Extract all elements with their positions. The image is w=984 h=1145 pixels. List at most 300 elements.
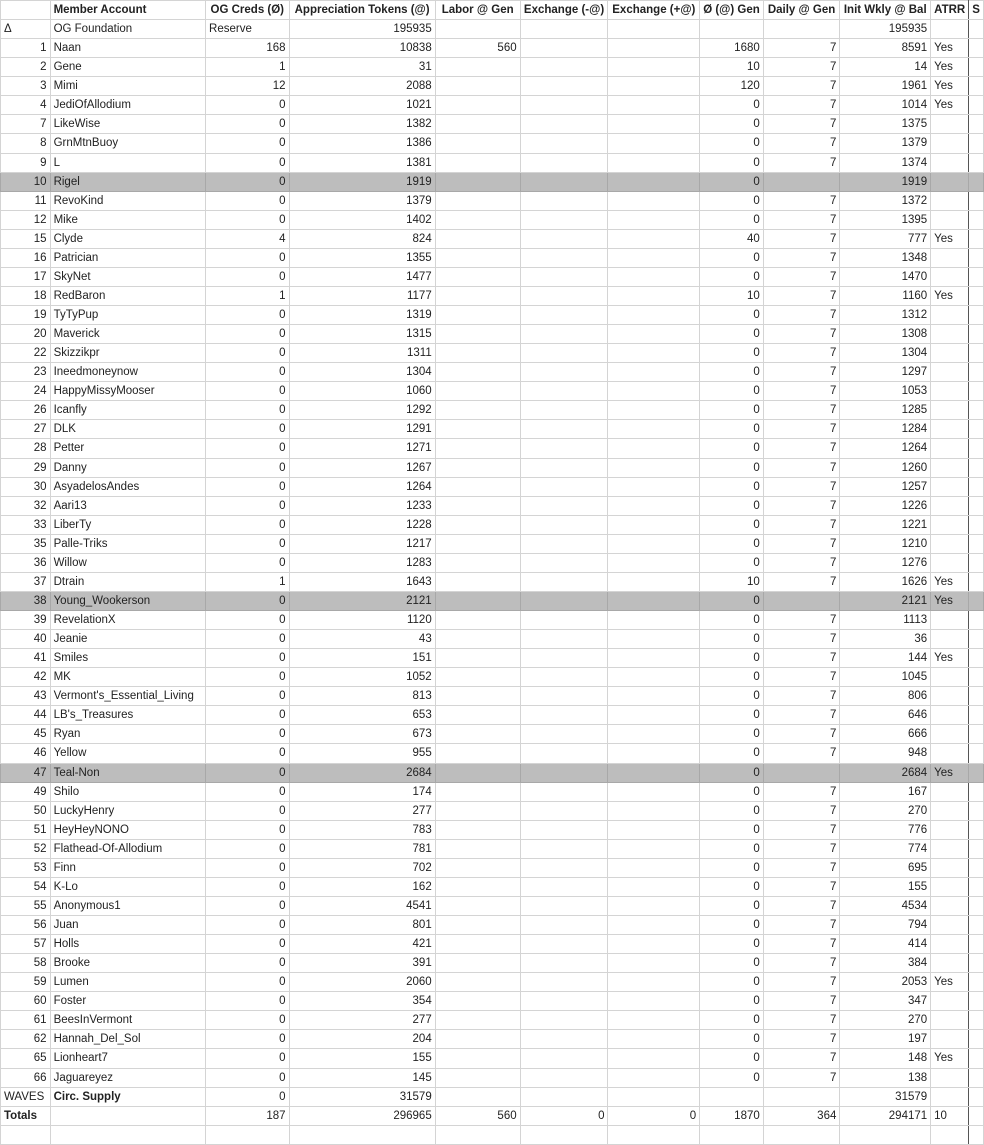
- cell-og-gen[interactable]: 0: [700, 515, 764, 534]
- cell-atrr[interactable]: Yes: [931, 649, 969, 668]
- cell-og-creds[interactable]: 0: [206, 534, 289, 553]
- cell-empty[interactable]: [969, 77, 984, 96]
- cell-atrr[interactable]: [931, 210, 969, 229]
- table-row[interactable]: [1, 801, 984, 820]
- cell-atrr[interactable]: [931, 1087, 969, 1106]
- cell-og-gen[interactable]: 0: [700, 858, 764, 877]
- cell-exchange-minus[interactable]: [520, 725, 608, 744]
- cell-empty[interactable]: [969, 935, 984, 954]
- cell-og-gen[interactable]: 0: [700, 191, 764, 210]
- cell-init-wkly-bal[interactable]: 1045: [840, 668, 931, 687]
- cell-empty[interactable]: [969, 572, 984, 591]
- cell-row-id[interactable]: 23: [1, 363, 51, 382]
- cell-init-wkly-bal[interactable]: 414: [840, 935, 931, 954]
- cell-og-creds[interactable]: 0: [206, 954, 289, 973]
- cell-og-creds[interactable]: 0: [206, 344, 289, 363]
- cell-row-id[interactable]: Totals: [1, 1106, 51, 1125]
- cell-empty[interactable]: [969, 896, 984, 915]
- cell-og-gen[interactable]: 1870: [700, 1106, 764, 1125]
- cell-og-gen[interactable]: 0: [700, 668, 764, 687]
- cell-row-id[interactable]: 1: [1, 39, 51, 58]
- cell-init-wkly-bal[interactable]: 8591: [840, 39, 931, 58]
- cell-og-creds[interactable]: 0: [206, 725, 289, 744]
- cell-og-gen[interactable]: 0: [700, 782, 764, 801]
- cell-exchange-minus[interactable]: [520, 172, 608, 191]
- cell-member-account[interactable]: Teal-Non: [50, 763, 205, 782]
- cell-exchange-minus[interactable]: [520, 134, 608, 153]
- cell-exchange-minus[interactable]: [520, 458, 608, 477]
- cell-row-id[interactable]: 38: [1, 591, 51, 610]
- table-row[interactable]: [1, 534, 984, 553]
- cell-daily-gen[interactable]: [763, 172, 840, 191]
- cell-exchange-minus[interactable]: [520, 763, 608, 782]
- cell-labor-gen[interactable]: [435, 706, 520, 725]
- cell-og-gen[interactable]: 0: [700, 115, 764, 134]
- cell-atrr[interactable]: [931, 916, 969, 935]
- cell-row-id[interactable]: WAVES: [1, 1087, 51, 1106]
- cell-init-wkly-bal[interactable]: 144: [840, 649, 931, 668]
- cell-labor-gen[interactable]: [435, 172, 520, 191]
- cell-member-account[interactable]: Anonymous1: [50, 896, 205, 915]
- cell-atrr[interactable]: [931, 515, 969, 534]
- cell-init-wkly-bal[interactable]: 270: [840, 1011, 931, 1030]
- cell-daily-gen[interactable]: 7: [763, 420, 840, 439]
- cell-exchange-minus[interactable]: [520, 706, 608, 725]
- cell-appreciation-tokens[interactable]: 824: [289, 229, 435, 248]
- cell-exchange-plus[interactable]: [608, 668, 700, 687]
- cell-atrr[interactable]: [931, 992, 969, 1011]
- cell-og-creds[interactable]: 0: [206, 935, 289, 954]
- cell-row-id[interactable]: 35: [1, 534, 51, 553]
- cell-og-creds[interactable]: 0: [206, 1011, 289, 1030]
- cell-row-id[interactable]: 52: [1, 839, 51, 858]
- cell-init-wkly-bal[interactable]: 695: [840, 858, 931, 877]
- cell-appreciation-tokens[interactable]: 702: [289, 858, 435, 877]
- cell-labor-gen[interactable]: [435, 77, 520, 96]
- cell-init-wkly-bal[interactable]: 384: [840, 954, 931, 973]
- cell-atrr[interactable]: [931, 611, 969, 630]
- cell-exchange-minus[interactable]: [520, 1030, 608, 1049]
- cell-exchange-minus[interactable]: [520, 286, 608, 305]
- cell-exchange-minus[interactable]: [520, 591, 608, 610]
- table-row[interactable]: [1, 668, 984, 687]
- cell-exchange-plus[interactable]: [608, 191, 700, 210]
- cell-init-wkly-bal[interactable]: 2053: [840, 973, 931, 992]
- cell-empty[interactable]: [969, 286, 984, 305]
- cell-member-account[interactable]: LB's_Treasures: [50, 706, 205, 725]
- cell-atrr[interactable]: [931, 668, 969, 687]
- cell-labor-gen[interactable]: [435, 96, 520, 115]
- cell-daily-gen[interactable]: 7: [763, 935, 840, 954]
- cell-empty[interactable]: [969, 248, 984, 267]
- cell-appreciation-tokens[interactable]: 31: [289, 58, 435, 77]
- cell-empty[interactable]: [969, 439, 984, 458]
- cell-empty[interactable]: [969, 325, 984, 344]
- cell-init-wkly-bal[interactable]: 294171: [840, 1106, 931, 1125]
- cell-row-id[interactable]: 10: [1, 172, 51, 191]
- header-og-gen[interactable]: Ø (@) Gen: [700, 1, 764, 20]
- cell-og-gen[interactable]: 1680: [700, 39, 764, 58]
- cell-atrr[interactable]: [931, 954, 969, 973]
- cell-exchange-minus[interactable]: [520, 58, 608, 77]
- cell-daily-gen[interactable]: 7: [763, 210, 840, 229]
- cell-init-wkly-bal[interactable]: 948: [840, 744, 931, 763]
- table-row[interactable]: [1, 267, 984, 286]
- cell-exchange-plus[interactable]: [608, 58, 700, 77]
- cell-og-creds[interactable]: 0: [206, 115, 289, 134]
- cell-labor-gen[interactable]: [435, 858, 520, 877]
- cell-og-gen[interactable]: 10: [700, 58, 764, 77]
- header-init-wkly-bal[interactable]: Init Wkly @ Bal: [840, 1, 931, 20]
- cell-atrr[interactable]: [931, 420, 969, 439]
- cell-member-account[interactable]: TyTyPup: [50, 306, 205, 325]
- cell-row-id[interactable]: 33: [1, 515, 51, 534]
- cell-row-id[interactable]: 32: [1, 496, 51, 515]
- cell-member-account[interactable]: LiberTy: [50, 515, 205, 534]
- cell-empty[interactable]: [969, 782, 984, 801]
- cell-og-creds[interactable]: 0: [206, 916, 289, 935]
- table-row[interactable]: [1, 820, 984, 839]
- cell-labor-gen[interactable]: [435, 496, 520, 515]
- header-cell[interactable]: [1, 1, 51, 20]
- cell-row-id[interactable]: 50: [1, 801, 51, 820]
- cell-member-account[interactable]: Juan: [50, 916, 205, 935]
- cell-atrr[interactable]: [931, 134, 969, 153]
- cell-appreciation-tokens[interactable]: 1283: [289, 553, 435, 572]
- cell-atrr[interactable]: Yes: [931, 572, 969, 591]
- cell-atrr[interactable]: [931, 687, 969, 706]
- cell-daily-gen[interactable]: 7: [763, 858, 840, 877]
- cell-appreciation-tokens[interactable]: 1315: [289, 325, 435, 344]
- cell-og-creds[interactable]: 0: [206, 382, 289, 401]
- cell-member-account[interactable]: Palle-Triks: [50, 534, 205, 553]
- cell-exchange-minus[interactable]: [520, 420, 608, 439]
- cell-row-id[interactable]: 41: [1, 649, 51, 668]
- header-exchange-plus[interactable]: Exchange (+@): [608, 1, 700, 20]
- cell-daily-gen[interactable]: 7: [763, 820, 840, 839]
- cell-appreciation-tokens[interactable]: 783: [289, 820, 435, 839]
- cell-exchange-plus[interactable]: [608, 1049, 700, 1068]
- header-labor-gen[interactable]: Labor @ Gen: [435, 1, 520, 20]
- cell-row-id[interactable]: 18: [1, 286, 51, 305]
- cell-og-gen[interactable]: 0: [700, 1030, 764, 1049]
- cell-exchange-minus[interactable]: [520, 401, 608, 420]
- cell-exchange-plus[interactable]: [608, 458, 700, 477]
- cell-exchange-plus[interactable]: [608, 20, 700, 39]
- cell-empty[interactable]: [435, 1125, 520, 1144]
- cell-member-account[interactable]: RedBaron: [50, 286, 205, 305]
- cell-daily-gen[interactable]: 7: [763, 39, 840, 58]
- cell-exchange-minus[interactable]: [520, 992, 608, 1011]
- table-row[interactable]: [1, 439, 984, 458]
- table-row[interactable]: [1, 286, 984, 305]
- cell-empty[interactable]: [969, 858, 984, 877]
- cell-exchange-plus[interactable]: [608, 229, 700, 248]
- cell-appreciation-tokens[interactable]: 421: [289, 935, 435, 954]
- cell-member-account[interactable]: Skizzikpr: [50, 344, 205, 363]
- cell-exchange-minus[interactable]: [520, 973, 608, 992]
- cell-init-wkly-bal[interactable]: 1626: [840, 572, 931, 591]
- cell-init-wkly-bal[interactable]: 148: [840, 1049, 931, 1068]
- cell-exchange-plus[interactable]: [608, 325, 700, 344]
- cell-member-account[interactable]: Clyde: [50, 229, 205, 248]
- cell-exchange-plus[interactable]: [608, 1068, 700, 1087]
- cell-og-creds[interactable]: 0: [206, 267, 289, 286]
- cell-member-account[interactable]: Brooke: [50, 954, 205, 973]
- cell-exchange-minus[interactable]: [520, 935, 608, 954]
- cell-empty[interactable]: [969, 877, 984, 896]
- cell-exchange-plus[interactable]: [608, 611, 700, 630]
- cell-empty[interactable]: [969, 39, 984, 58]
- table-row[interactable]: [1, 172, 984, 191]
- cell-row-id[interactable]: 15: [1, 229, 51, 248]
- cell-atrr[interactable]: [931, 630, 969, 649]
- cell-atrr[interactable]: Yes: [931, 763, 969, 782]
- cell-atrr[interactable]: Yes: [931, 77, 969, 96]
- cell-row-id[interactable]: 65: [1, 1049, 51, 1068]
- cell-appreciation-tokens[interactable]: 174: [289, 782, 435, 801]
- cell-empty[interactable]: [969, 306, 984, 325]
- cell-empty[interactable]: [969, 553, 984, 572]
- cell-exchange-minus[interactable]: [520, 668, 608, 687]
- cell-exchange-minus[interactable]: [520, 1049, 608, 1068]
- cell-exchange-plus[interactable]: [608, 420, 700, 439]
- cell-appreciation-tokens[interactable]: 1021: [289, 96, 435, 115]
- table-row[interactable]: [1, 496, 984, 515]
- cell-og-gen[interactable]: 0: [700, 248, 764, 267]
- cell-exchange-plus[interactable]: [608, 210, 700, 229]
- cell-daily-gen[interactable]: 7: [763, 801, 840, 820]
- cell-row-id[interactable]: 19: [1, 306, 51, 325]
- cell-init-wkly-bal[interactable]: 646: [840, 706, 931, 725]
- cell-og-gen[interactable]: 0: [700, 725, 764, 744]
- cell-og-creds[interactable]: 0: [206, 477, 289, 496]
- cell-appreciation-tokens[interactable]: 1402: [289, 210, 435, 229]
- cell-labor-gen[interactable]: 560: [435, 1106, 520, 1125]
- table-row[interactable]: [1, 877, 984, 896]
- cell-appreciation-tokens[interactable]: 2121: [289, 591, 435, 610]
- cell-appreciation-tokens[interactable]: 354: [289, 992, 435, 1011]
- cell-appreciation-tokens[interactable]: 2060: [289, 973, 435, 992]
- cell-appreciation-tokens[interactable]: 2684: [289, 763, 435, 782]
- table-row[interactable]: [1, 20, 984, 39]
- cell-daily-gen[interactable]: 7: [763, 134, 840, 153]
- cell-og-creds[interactable]: 0: [206, 96, 289, 115]
- cell-daily-gen[interactable]: 7: [763, 706, 840, 725]
- cell-empty[interactable]: [969, 763, 984, 782]
- cell-og-gen[interactable]: 0: [700, 877, 764, 896]
- cell-og-gen[interactable]: 0: [700, 210, 764, 229]
- cell-appreciation-tokens[interactable]: 1120: [289, 611, 435, 630]
- cell-empty[interactable]: [969, 172, 984, 191]
- cell-labor-gen[interactable]: [435, 553, 520, 572]
- cell-member-account[interactable]: Ineedmoneynow: [50, 363, 205, 382]
- cell-og-creds[interactable]: 0: [206, 1049, 289, 1068]
- cell-exchange-minus[interactable]: [520, 344, 608, 363]
- cell-init-wkly-bal[interactable]: 2121: [840, 591, 931, 610]
- cell-empty[interactable]: [700, 1125, 764, 1144]
- cell-og-gen[interactable]: 0: [700, 267, 764, 286]
- table-row[interactable]: [1, 1011, 984, 1030]
- table-row[interactable]: [1, 382, 984, 401]
- cell-og-creds[interactable]: 0: [206, 153, 289, 172]
- cell-appreciation-tokens[interactable]: 1267: [289, 458, 435, 477]
- cell-init-wkly-bal[interactable]: 1308: [840, 325, 931, 344]
- cell-daily-gen[interactable]: 7: [763, 572, 840, 591]
- cell-labor-gen[interactable]: 560: [435, 39, 520, 58]
- cell-empty[interactable]: [969, 973, 984, 992]
- cell-empty[interactable]: [840, 1125, 931, 1144]
- cell-atrr[interactable]: [931, 306, 969, 325]
- cell-row-id[interactable]: 51: [1, 820, 51, 839]
- cell-exchange-plus[interactable]: [608, 1087, 700, 1106]
- cell-empty[interactable]: [969, 1011, 984, 1030]
- table-row[interactable]: [1, 134, 984, 153]
- cell-labor-gen[interactable]: [435, 916, 520, 935]
- cell-appreciation-tokens[interactable]: 781: [289, 839, 435, 858]
- cell-row-id[interactable]: 4: [1, 96, 51, 115]
- cell-atrr[interactable]: [931, 782, 969, 801]
- cell-daily-gen[interactable]: 7: [763, 96, 840, 115]
- cell-atrr[interactable]: [931, 496, 969, 515]
- cell-og-creds[interactable]: 0: [206, 839, 289, 858]
- cell-appreciation-tokens[interactable]: 1477: [289, 267, 435, 286]
- cell-daily-gen[interactable]: 7: [763, 286, 840, 305]
- cell-labor-gen[interactable]: [435, 1030, 520, 1049]
- cell-init-wkly-bal[interactable]: 1285: [840, 401, 931, 420]
- cell-og-gen[interactable]: 0: [700, 744, 764, 763]
- cell-exchange-plus[interactable]: [608, 344, 700, 363]
- cell-appreciation-tokens[interactable]: 2088: [289, 77, 435, 96]
- cell-member-account[interactable]: Shilo: [50, 782, 205, 801]
- cell-init-wkly-bal[interactable]: 347: [840, 992, 931, 1011]
- cell-member-account[interactable]: HeyHeyNONO: [50, 820, 205, 839]
- cell-member-account[interactable]: Naan: [50, 39, 205, 58]
- cell-exchange-plus[interactable]: [608, 382, 700, 401]
- cell-init-wkly-bal[interactable]: 1470: [840, 267, 931, 286]
- cell-empty[interactable]: [969, 820, 984, 839]
- cell-row-id[interactable]: 29: [1, 458, 51, 477]
- cell-atrr[interactable]: [931, 706, 969, 725]
- cell-og-gen[interactable]: 0: [700, 458, 764, 477]
- cell-og-gen[interactable]: 0: [700, 992, 764, 1011]
- cell-og-creds[interactable]: 0: [206, 134, 289, 153]
- cell-exchange-minus[interactable]: [520, 229, 608, 248]
- cell-row-id[interactable]: 16: [1, 248, 51, 267]
- header-member-account[interactable]: Member Account: [50, 1, 205, 20]
- cell-exchange-plus[interactable]: [608, 248, 700, 267]
- cell-exchange-minus[interactable]: [520, 191, 608, 210]
- cell-og-creds[interactable]: 0: [206, 420, 289, 439]
- cell-appreciation-tokens[interactable]: 1319: [289, 306, 435, 325]
- cell-exchange-plus[interactable]: [608, 630, 700, 649]
- cell-atrr[interactable]: [931, 877, 969, 896]
- cell-og-creds[interactable]: 0: [206, 439, 289, 458]
- table-row[interactable]: [1, 611, 984, 630]
- cell-atrr[interactable]: [931, 153, 969, 172]
- cell-exchange-minus[interactable]: [520, 744, 608, 763]
- cell-appreciation-tokens[interactable]: 1292: [289, 401, 435, 420]
- cell-daily-gen[interactable]: 7: [763, 744, 840, 763]
- cell-appreciation-tokens[interactable]: 1379: [289, 191, 435, 210]
- cell-og-creds[interactable]: 0: [206, 687, 289, 706]
- cell-init-wkly-bal[interactable]: 1304: [840, 344, 931, 363]
- cell-labor-gen[interactable]: [435, 1087, 520, 1106]
- cell-daily-gen[interactable]: 7: [763, 877, 840, 896]
- cell-member-account[interactable]: Icanfly: [50, 401, 205, 420]
- cell-row-id[interactable]: 28: [1, 439, 51, 458]
- cell-appreciation-tokens[interactable]: 155: [289, 1049, 435, 1068]
- cell-exchange-plus[interactable]: [608, 954, 700, 973]
- cell-init-wkly-bal[interactable]: 195935: [840, 20, 931, 39]
- cell-daily-gen[interactable]: 7: [763, 306, 840, 325]
- cell-og-gen[interactable]: 0: [700, 1049, 764, 1068]
- cell-og-creds[interactable]: 0: [206, 172, 289, 191]
- cell-daily-gen[interactable]: 7: [763, 191, 840, 210]
- cell-labor-gen[interactable]: [435, 992, 520, 1011]
- cell-member-account[interactable]: Mike: [50, 210, 205, 229]
- header-og-creds[interactable]: OG Creds (Ø): [206, 1, 289, 20]
- cell-empty[interactable]: [969, 1106, 984, 1125]
- cell-member-account[interactable]: [50, 1106, 205, 1125]
- cell-labor-gen[interactable]: [435, 801, 520, 820]
- cell-atrr[interactable]: [931, 267, 969, 286]
- cell-appreciation-tokens[interactable]: 162: [289, 877, 435, 896]
- table-row[interactable]: [1, 210, 984, 229]
- cell-daily-gen[interactable]: 7: [763, 896, 840, 915]
- table-row[interactable]: [1, 1030, 984, 1049]
- cell-exchange-plus[interactable]: [608, 553, 700, 572]
- cell-atrr[interactable]: 10: [931, 1106, 969, 1125]
- cell-init-wkly-bal[interactable]: 1961: [840, 77, 931, 96]
- cell-empty[interactable]: [969, 649, 984, 668]
- cell-exchange-plus[interactable]: [608, 992, 700, 1011]
- cell-exchange-plus[interactable]: [608, 306, 700, 325]
- table-row[interactable]: [1, 325, 984, 344]
- cell-empty[interactable]: [969, 496, 984, 515]
- cell-appreciation-tokens[interactable]: 195935: [289, 20, 435, 39]
- cell-atrr[interactable]: [931, 1068, 969, 1087]
- cell-labor-gen[interactable]: [435, 1011, 520, 1030]
- cell-empty[interactable]: [969, 58, 984, 77]
- cell-daily-gen[interactable]: 7: [763, 687, 840, 706]
- cell-init-wkly-bal[interactable]: 1221: [840, 515, 931, 534]
- table-row[interactable]: [1, 477, 984, 496]
- cell-og-creds[interactable]: 0: [206, 801, 289, 820]
- cell-empty[interactable]: [969, 839, 984, 858]
- cell-exchange-plus[interactable]: [608, 496, 700, 515]
- cell-og-gen[interactable]: 0: [700, 935, 764, 954]
- cell-labor-gen[interactable]: [435, 382, 520, 401]
- cell-daily-gen[interactable]: 7: [763, 992, 840, 1011]
- cell-atrr[interactable]: [931, 744, 969, 763]
- cell-labor-gen[interactable]: [435, 1049, 520, 1068]
- cell-exchange-plus[interactable]: [608, 77, 700, 96]
- cell-exchange-minus[interactable]: [520, 39, 608, 58]
- cell-appreciation-tokens[interactable]: 1919: [289, 172, 435, 191]
- table-row[interactable]: [1, 763, 984, 782]
- cell-empty[interactable]: [969, 210, 984, 229]
- cell-row-id[interactable]: 30: [1, 477, 51, 496]
- cell-labor-gen[interactable]: [435, 591, 520, 610]
- cell-empty[interactable]: [969, 591, 984, 610]
- cell-exchange-plus[interactable]: [608, 267, 700, 286]
- table-row[interactable]: [1, 896, 984, 915]
- header-appreciation-tokens[interactable]: Appreciation Tokens (@): [289, 1, 435, 20]
- cell-og-creds[interactable]: 0: [206, 210, 289, 229]
- cell-labor-gen[interactable]: [435, 782, 520, 801]
- cell-exchange-minus[interactable]: [520, 572, 608, 591]
